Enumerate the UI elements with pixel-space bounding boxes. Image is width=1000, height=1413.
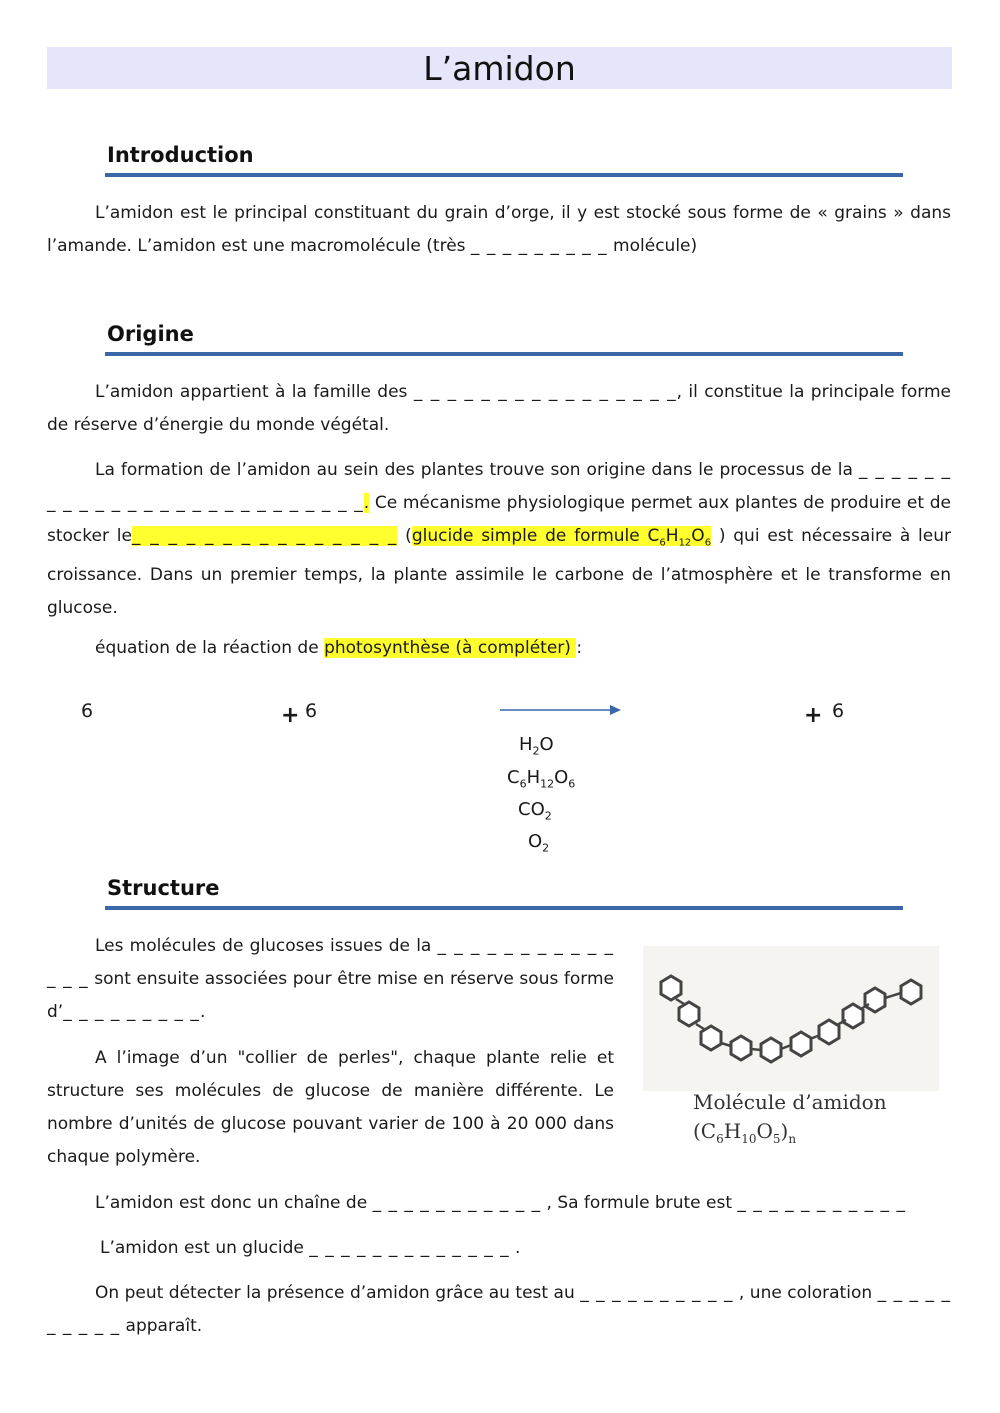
figure-caption: Molécule d’amidon $(C_6H_{10}O_5)_n$ (693, 1088, 953, 1154)
equation-intro: équation de la réaction de photosynthèse (à compléter) : (95, 638, 583, 658)
fill-blank[interactable]: _ _ _ _ _ _ _ _ _ _ (47, 1283, 951, 1336)
fill-blank[interactable]: _ _ _ _ _ _ _ _ _ _ _ _ _ (309, 1238, 510, 1258)
fill-blank[interactable]: _ _ _ _ _ _ _ _ _ _ _ _ _ _ _ _ _ _ _ _ _ _ _ _ _ _ (47, 460, 951, 513)
origine-paragraph-2: La formation de l’amidon au sein des plantes trouve son origine dans le processus de la _ _ _ _ _ _ _ _ _ _ _ _ _ _ _ _ _ _ _ _ _ _ _ _ _ _. Ce mécanisme physiologique permet aux plantes de produire et de stocker le_ _ _ _ _ _ _ _ _ _ _ _ _ _ _ (glucide simple de formule $C_6H_{12}O_6$ ) qui est nécessaire à leur croissance. Dans un premier temps, la plante assimile le carbone de l’atmosphère et le transforme en glucose. (47, 460, 951, 619)
reaction-arrow-icon (500, 701, 622, 719)
fill-blank[interactable]: _ _ _ _ _ _ _ _ _ _ _ _ _ _ _ _ (413, 382, 677, 402)
fill-blank[interactable]: _ _ _ _ _ _ _ _ _ _ _ (737, 1193, 906, 1213)
section-divider (105, 173, 903, 177)
structure-paragraph-5: On peut détecter la présence d’amidon grâce au test au _ _ _ _ _ _ _ _ _ _ , une coloration _ _ _ _ _ _ _ _ _ _ apparaît. (47, 1283, 951, 1336)
equation-coefficient-2: 6 (305, 700, 318, 722)
starch-chain-icon (643, 946, 939, 1091)
structure-paragraph-1: Les molécules de glucoses issues de la _ _ _ _ _ _ _ _ _ _ _ _ _ _ sont ensuite associées pour être mise en réserve sous forme d’_ _ _ _ _ _ _ _ _. (47, 936, 614, 1022)
fill-blank[interactable]: _ _ _ _ _ _ _ _ _ _ _ _ _ _ _ (131, 526, 398, 546)
title-banner (47, 47, 952, 89)
origine-paragraph-1: L’amidon appartient à la famille des _ _ _ _ _ _ _ _ _ _ _ _ _ _ _ _, il constitue la principale forme de réserve d’énergie du monde végétal. (47, 382, 952, 435)
structure-paragraph-2: A l’image d’un "collier de perles", chaque plante relie et structure ses molécules de glucose de manière différente. Le nombre d’unités de glucose pouvant varier de 100 à 20 000 dans chaque polymère. (47, 1048, 614, 1167)
structure-paragraph-4: L’amidon est un glucide _ _ _ _ _ _ _ _ _ _ _ _ _ . (100, 1238, 521, 1258)
fill-blank[interactable]: _ _ _ _ _ _ _ _ _ (63, 1002, 200, 1022)
choice-glucose[interactable]: $C_6H_{12}O_6$ (507, 767, 576, 791)
equation-plus-1: + (281, 703, 300, 728)
fill-blank[interactable]: _ _ _ _ _ _ _ _ _ _ _ (372, 1193, 542, 1213)
highlighted-definition: glucide simple de formule $C_6H_{12}O_6$ (411, 526, 712, 549)
fill-blank[interactable]: _ _ _ _ _ _ _ _ _ (470, 236, 608, 256)
section-heading-origine: Origine (107, 322, 194, 346)
starch-formula: $(C_6H_{10}O_5)_n$ (693, 1119, 797, 1146)
page-title: L’amidon (423, 49, 576, 88)
choice-h2o[interactable]: $H_2O$ (519, 734, 554, 758)
highlighted-photosynthese: photosynthèse (à compléter) (324, 638, 577, 658)
starch-molecule-figure (643, 946, 939, 1091)
choice-co2[interactable]: $CO_2$ (518, 799, 552, 823)
fill-blank[interactable]: _ _ _ _ _ _ _ _ _ _ (580, 1283, 734, 1303)
choice-o2[interactable]: $O_2$ (528, 831, 550, 855)
fill-blank[interactable]: _ _ _ _ _ _ _ _ _ _ _ _ _ _ (47, 936, 614, 989)
section-heading-structure: Structure (107, 876, 220, 900)
section-divider (105, 906, 903, 910)
equation-plus-2: + (804, 703, 823, 728)
equation-coefficient-3: 6 (832, 700, 845, 722)
section-heading-introduction: Introduction (107, 143, 254, 167)
equation-coefficient-1: 6 (81, 700, 94, 722)
structure-paragraph-3: L’amidon est donc un chaîne de _ _ _ _ _ _ _ _ _ _ _ , Sa formule brute est _ _ _ _ _ _ _ _ _ _ _ (95, 1193, 906, 1213)
section-divider (105, 352, 903, 356)
intro-paragraph: L’amidon est le principal constituant du grain d’orge, il y est stocké sous forme de « grains » dans l’amande. L’amidon est une macromolécule (très _ _ _ _ _ _ _ _ _ molécule) (47, 203, 951, 256)
